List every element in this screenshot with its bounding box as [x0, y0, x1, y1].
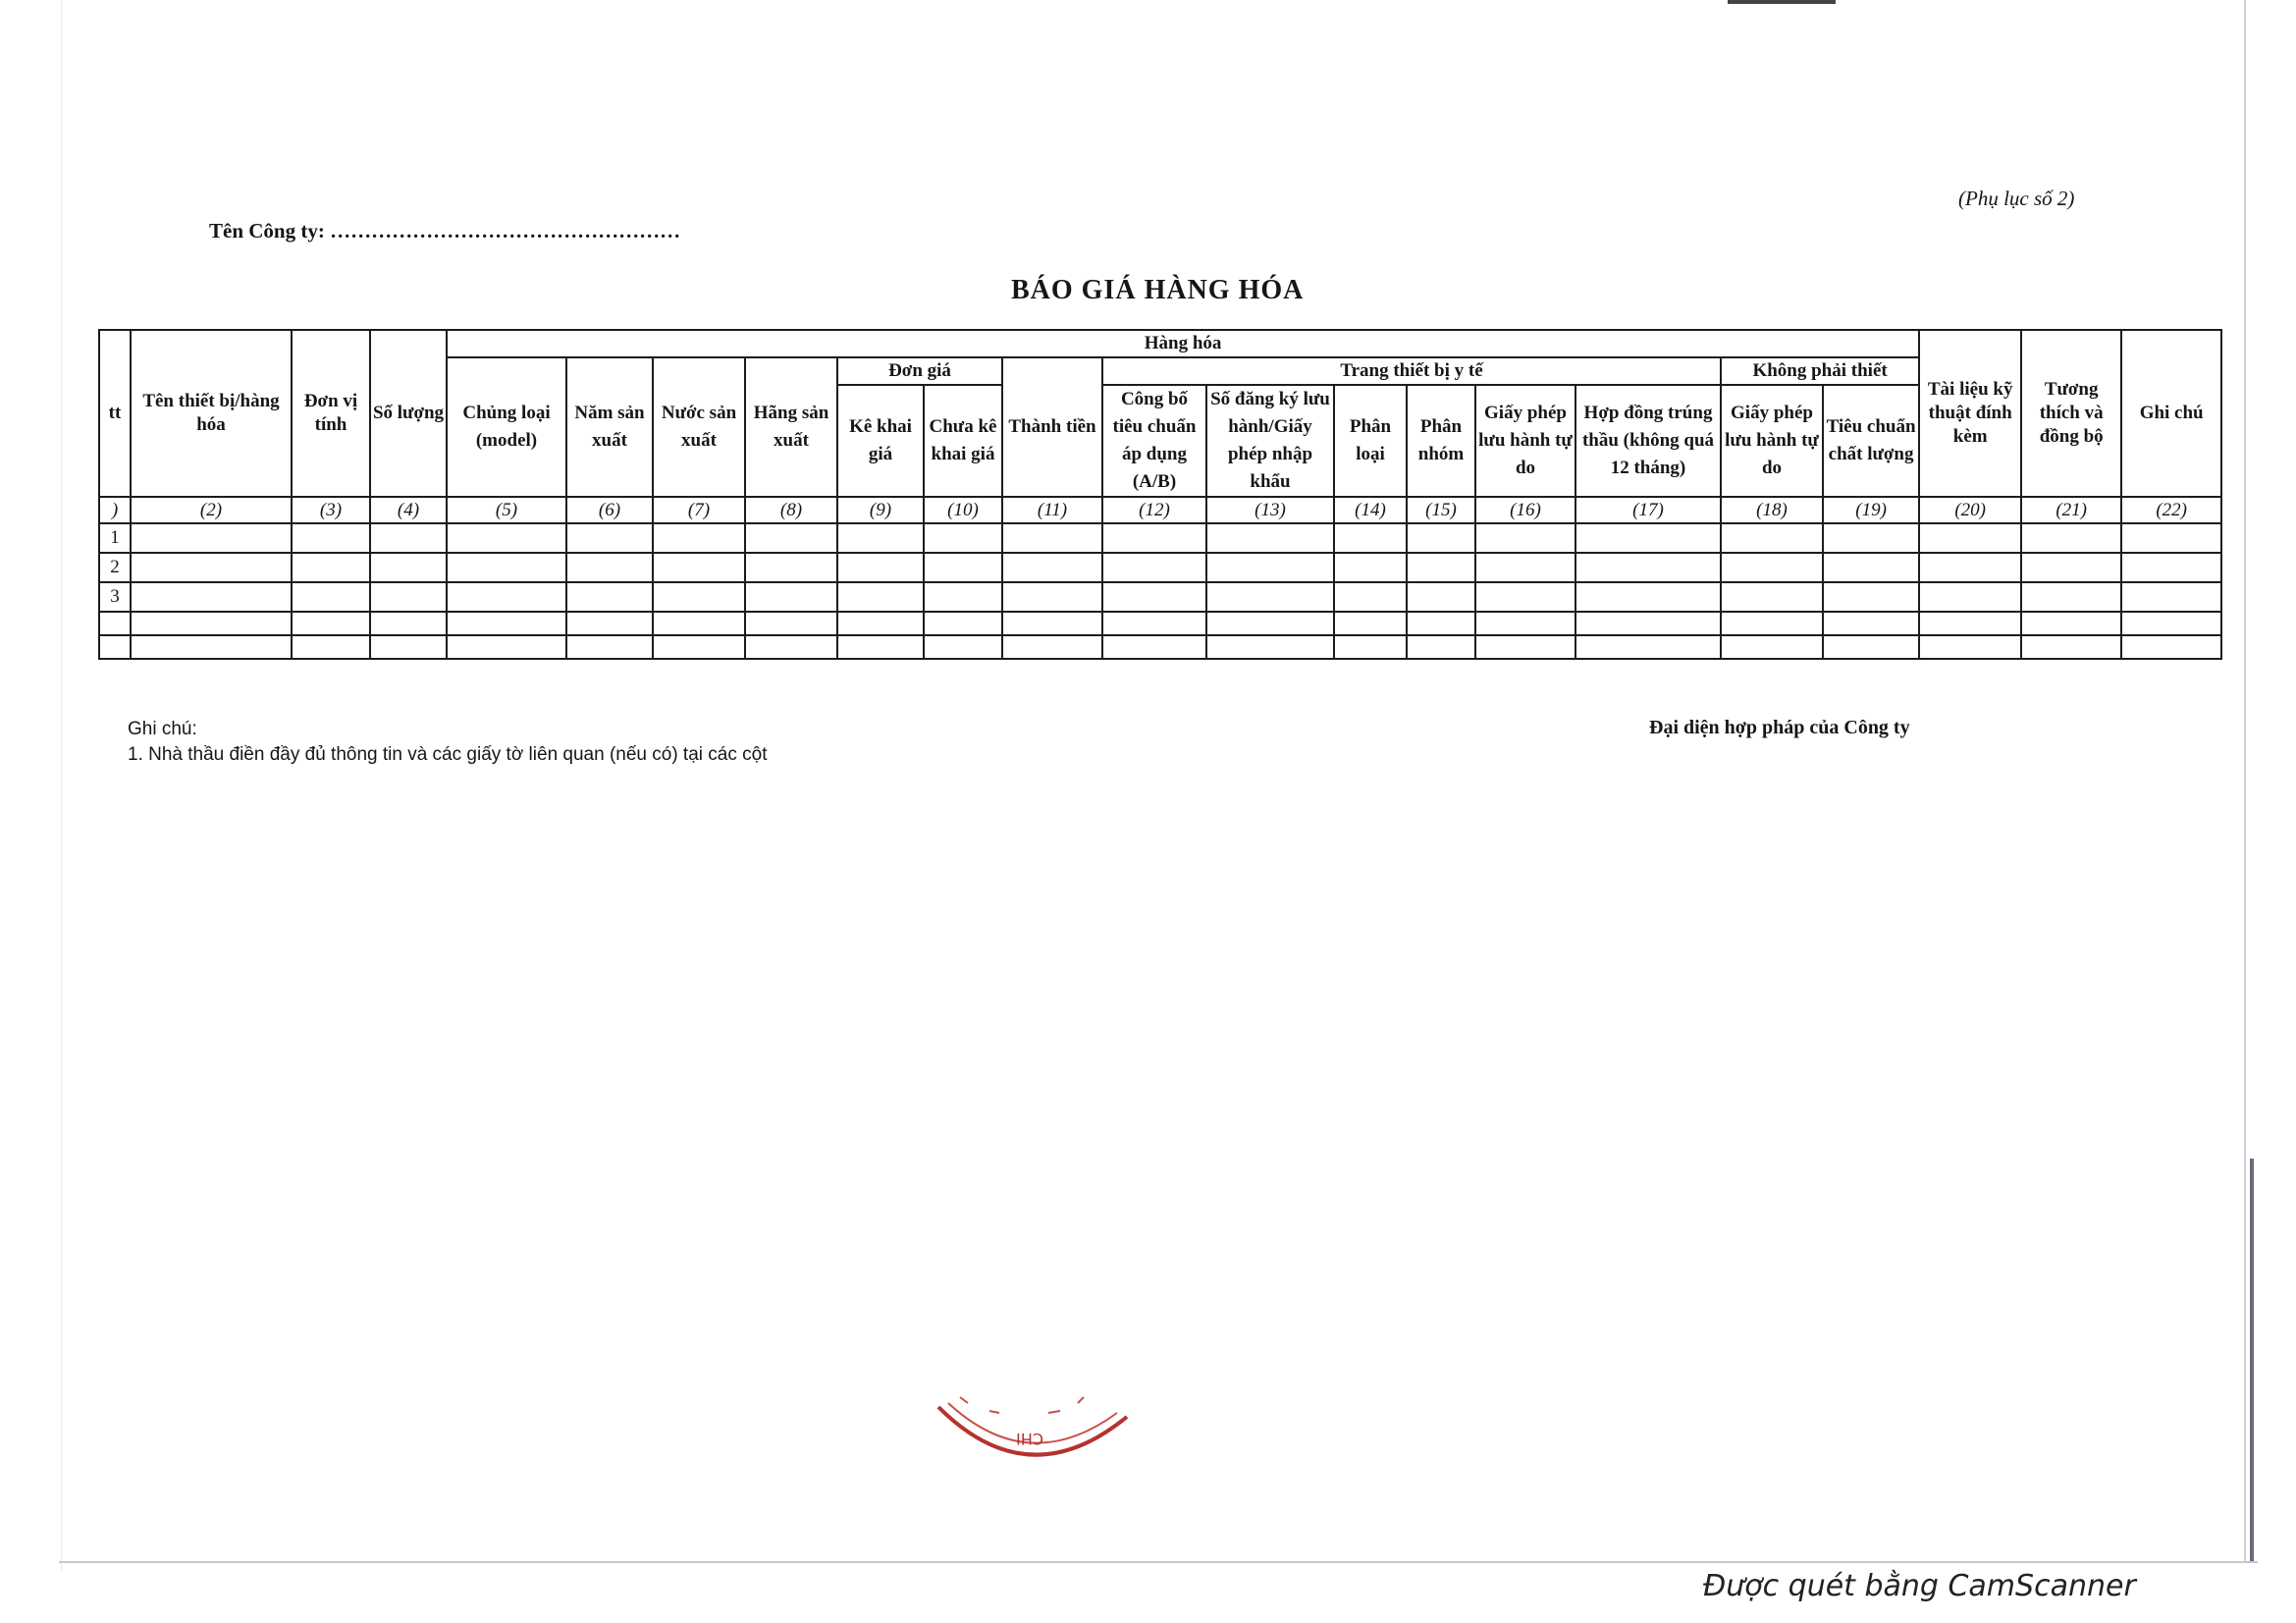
header-technical-docs: Tài liệu kỹ thuật đính kèm [1919, 330, 2021, 497]
header-price-undeclared: Chưa kê khai giá [924, 385, 1002, 497]
document-title: BÁO GIÁ HÀNG HÓA [1011, 275, 1305, 305]
column-number: (6) [566, 497, 653, 523]
header-group-medical-equipment: Trang thiết bị y tế [1102, 357, 1721, 385]
scan-sheet-edge-bottom [59, 1561, 2258, 1563]
column-number: (10) [924, 497, 1002, 523]
scan-mark-top [1728, 0, 1836, 4]
scan-sheet-edge-left [61, 0, 62, 1571]
column-number: (19) [1823, 497, 1919, 523]
column-number-row [99, 497, 2221, 523]
column-number: (15) [1407, 497, 1475, 523]
scan-sheet-edge-shadow [2250, 1159, 2254, 1561]
table-row [99, 612, 2221, 635]
header-classification: Phân loại [1334, 385, 1407, 497]
header-group-goods: Hàng hóa [447, 330, 1919, 357]
header-grouping: Phân nhóm [1407, 385, 1475, 497]
column-number: (5) [447, 497, 566, 523]
header-amount: Thành tiền [1002, 357, 1102, 497]
header-registration: Số đăng ký lưu hành/Giấy phép nhập khẩu [1206, 385, 1334, 497]
column-number: (9) [837, 497, 924, 523]
column-number: (13) [1206, 497, 1334, 523]
camscanner-watermark: Được quét bằng CamScanner [1703, 1569, 2136, 1603]
row-index [99, 612, 131, 635]
header-model: Chủng loại (model) [447, 357, 566, 497]
header-free-sale-2: Giấy phép lưu hành tự do [1721, 385, 1823, 497]
column-number: ) [99, 497, 131, 523]
table-row [99, 553, 2221, 582]
scan-sheet-edge-right [2244, 0, 2246, 1561]
header-price-declared: Kê khai giá [837, 385, 924, 497]
column-number: (20) [1919, 497, 2021, 523]
header-country: Nước sản xuất [653, 357, 745, 497]
column-number: (3) [292, 497, 370, 523]
column-number: (14) [1334, 497, 1407, 523]
column-number: (18) [1721, 497, 1823, 523]
row-index: 1 [99, 523, 131, 553]
row-index [99, 635, 131, 659]
header-quantity: Số lượng [370, 330, 447, 497]
header-note: Ghi chú [2121, 330, 2221, 497]
table-row [99, 582, 2221, 612]
column-number: (21) [2021, 497, 2121, 523]
header-free-sale: Giấy phép lưu hành tự do [1475, 385, 1575, 497]
header-standard: Công bố tiêu chuẩn áp dụng (A/B) [1102, 385, 1206, 497]
quotation-table [98, 329, 2222, 660]
column-number: (7) [653, 497, 745, 523]
column-number: (4) [370, 497, 447, 523]
table-row [99, 523, 2221, 553]
column-number: (17) [1575, 497, 1721, 523]
header-contract: Hợp đồng trúng thầu (không quá 12 tháng) [1575, 385, 1721, 497]
row-index: 2 [99, 553, 131, 582]
column-number: (8) [745, 497, 837, 523]
column-number: (2) [131, 497, 292, 523]
row-index: 3 [99, 582, 131, 612]
column-number: (12) [1102, 497, 1206, 523]
column-number: (11) [1002, 497, 1102, 523]
table-row [99, 635, 2221, 659]
svg-text:CHI: CHI [1016, 1430, 1043, 1448]
header-stt: tt [99, 330, 131, 497]
legal-representative-label: Đại diện hợp pháp của Công ty [1649, 717, 1910, 738]
header-compatibility: Tương thích và đồng bộ [2021, 330, 2121, 497]
header-group-unit-price: Đơn giá [837, 357, 1002, 385]
header-quality-standard: Tiêu chuẩn chất lượng [1823, 385, 1919, 497]
company-name-field: Tên Công ty: …………………………………………… [209, 219, 681, 243]
note-item-1: 1. Nhà thầu điền đầy đủ thông tin và các giấy tờ liên quan (nếu có) tại các cột [128, 744, 768, 765]
annex-label: (Phụ lục số 2) [1958, 187, 2075, 210]
header-product-name: Tên thiết bị/hàng hóa [131, 330, 292, 497]
notes-label: Ghi chú: [128, 719, 197, 739]
header-group-not-required: Không phải thiết [1721, 357, 1919, 385]
header-manufacturer: Hãng sản xuất [745, 357, 837, 497]
header-year: Năm sản xuất [566, 357, 653, 497]
column-number: (16) [1475, 497, 1575, 523]
header-unit: Đơn vị tính [292, 330, 370, 497]
column-number: (22) [2121, 497, 2221, 523]
red-stamp-fragment [931, 1389, 1137, 1478]
